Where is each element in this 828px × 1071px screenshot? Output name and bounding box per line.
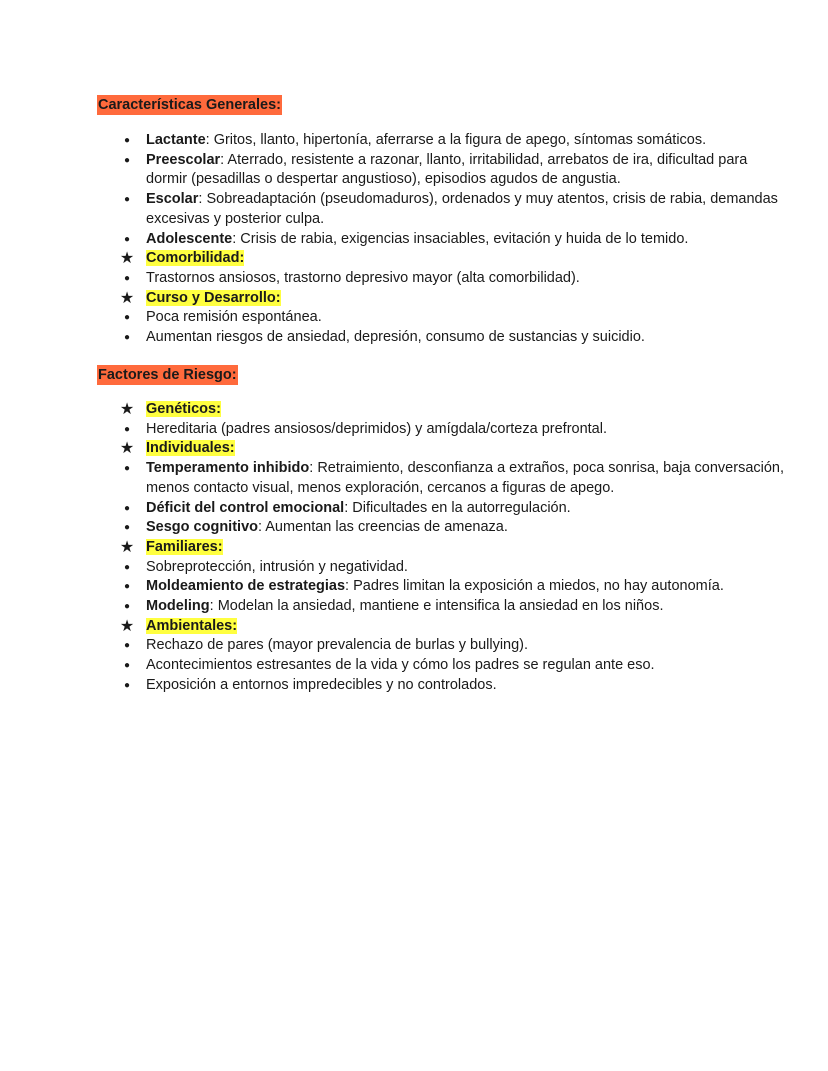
item-text: Sobreprotección, intrusión y negatividad. xyxy=(146,558,408,575)
bullet-icon: ● xyxy=(123,660,131,672)
bullet-icon: ● xyxy=(123,233,131,245)
list-item xyxy=(97,558,787,578)
list-item xyxy=(97,656,787,676)
subheading-item xyxy=(97,617,787,637)
item-term: Preescolar xyxy=(146,151,221,168)
star-icon: ★ xyxy=(119,401,135,418)
bullet-icon: ● xyxy=(123,679,131,691)
item-term: Adolescente xyxy=(146,230,233,247)
subheading-label: Ambientales: xyxy=(146,617,238,634)
bullet-icon: ● xyxy=(123,640,131,652)
item-text: Hereditaria (padres ansiosos/deprimidos) y amígdala/corteza prefrontal. xyxy=(146,420,607,437)
list-item xyxy=(97,151,787,190)
list-item xyxy=(97,190,787,229)
bullet-icon: ● xyxy=(123,463,131,475)
list-item xyxy=(97,269,787,289)
subheading-item xyxy=(97,289,787,309)
star-icon: ★ xyxy=(119,440,135,458)
section-caracteristicas xyxy=(97,95,787,348)
bullet-icon: ● xyxy=(123,135,131,146)
bullet-icon: ● xyxy=(123,561,131,573)
item-text: : Modelan la ansiedad, mantiene e intensifica la ansiedad en los niños. xyxy=(209,598,664,615)
item-text: Poca remisión espontánea. xyxy=(146,309,322,326)
bullet-icon: ● xyxy=(123,194,131,206)
section-list xyxy=(97,400,787,696)
star-icon: ★ xyxy=(119,617,135,635)
list-item xyxy=(97,230,787,250)
star-icon: ★ xyxy=(119,250,135,268)
bullet-icon: ● xyxy=(123,502,131,514)
list-item xyxy=(97,131,787,151)
bullet-icon: ● xyxy=(123,312,131,324)
item-term: Temperamento inhibido xyxy=(146,460,310,477)
section-list xyxy=(97,131,787,348)
item-text: : Sobreadaptación (pseudomaduros), ordenados y muy atentos, crisis de rabia, demandas excesivas y posterior culpa. xyxy=(146,191,778,227)
list-item xyxy=(97,577,787,597)
subheading-item xyxy=(97,249,787,269)
subheading-label: Familiares: xyxy=(146,538,223,555)
item-text: Acontecimientos estresantes de la vida y cómo los padres se regulan ante eso. xyxy=(146,657,655,674)
item-text: : Gritos, llanto, hipertonía, aferrarse a la figura de apego, síntomas somáticos. xyxy=(205,132,707,148)
subheading-item xyxy=(97,538,787,558)
bullet-icon: ● xyxy=(123,272,131,284)
bullet-icon: ● xyxy=(123,601,131,613)
list-item xyxy=(97,499,787,519)
item-text: Trastornos ansiosos, trastorno depresivo mayor (alta comorbilidad). xyxy=(146,269,580,286)
subheading-label: Curso y Desarrollo: xyxy=(146,289,281,306)
item-term: Lactante xyxy=(146,132,206,148)
subheading-label: Individuales: xyxy=(146,440,235,457)
bullet-icon: ● xyxy=(123,581,131,593)
list-item xyxy=(97,518,787,538)
subheading-item xyxy=(97,439,787,459)
item-text: Rechazo de pares (mayor prevalencia de burlas y bullying). xyxy=(146,637,529,654)
bullet-icon: ● xyxy=(123,332,131,344)
star-icon: ★ xyxy=(119,538,135,556)
item-text: : Aterrado, resistente a razonar, llanto, irritabilidad, arrebatos de ira, dificultad para dormir (pesadillas o despertar angustioso), episodios agudos de angustia. xyxy=(146,151,748,188)
item-text: : Retraimiento, desconfianza a extraños, poca sonrisa, baja conversación, menos contacto visual, menos exploración, cercanos a figuras de apego. xyxy=(146,460,785,496)
bullet-icon: ● xyxy=(123,423,131,435)
list-item xyxy=(97,420,787,440)
item-term: Modeling xyxy=(146,598,210,615)
item-term: Escolar xyxy=(146,191,199,208)
item-text: : Dificultades en la autorregulación. xyxy=(344,499,571,516)
list-item xyxy=(97,328,787,348)
item-text: : Aumentan las creencias de amenaza. xyxy=(258,519,508,536)
list-item xyxy=(97,308,787,328)
item-text: Aumentan riesgos de ansiedad, depresión, consumo de sustancias y suicidio. xyxy=(146,329,645,346)
list-item xyxy=(97,636,787,656)
list-item xyxy=(97,676,787,696)
section-heading: Factores de Riesgo: xyxy=(98,367,237,383)
item-term: Sesgo cognitivo xyxy=(146,519,258,536)
bullet-icon: ● xyxy=(123,522,131,534)
list-item xyxy=(97,597,787,617)
item-text: Exposición a entornos impredecibles y no controlados. xyxy=(146,676,497,693)
item-text: : Padres limitan la exposición a miedos, no hay autonomía. xyxy=(345,578,724,595)
section-heading: Características Generales: xyxy=(98,97,281,113)
subheading-item xyxy=(97,400,787,420)
section-factores xyxy=(97,365,787,696)
star-icon: ★ xyxy=(119,289,135,307)
bullet-icon: ● xyxy=(123,154,131,166)
item-term: Déficit del control emocional xyxy=(146,499,345,516)
list-item xyxy=(97,459,787,498)
item-text: : Crisis de rabia, exigencias insaciables, evitación y huida de lo temido. xyxy=(232,230,689,247)
subheading-label: Genéticos: xyxy=(146,401,221,417)
subheading-label: Comorbilidad: xyxy=(146,250,245,267)
item-term: Moldeamiento de estrategias xyxy=(146,578,346,595)
